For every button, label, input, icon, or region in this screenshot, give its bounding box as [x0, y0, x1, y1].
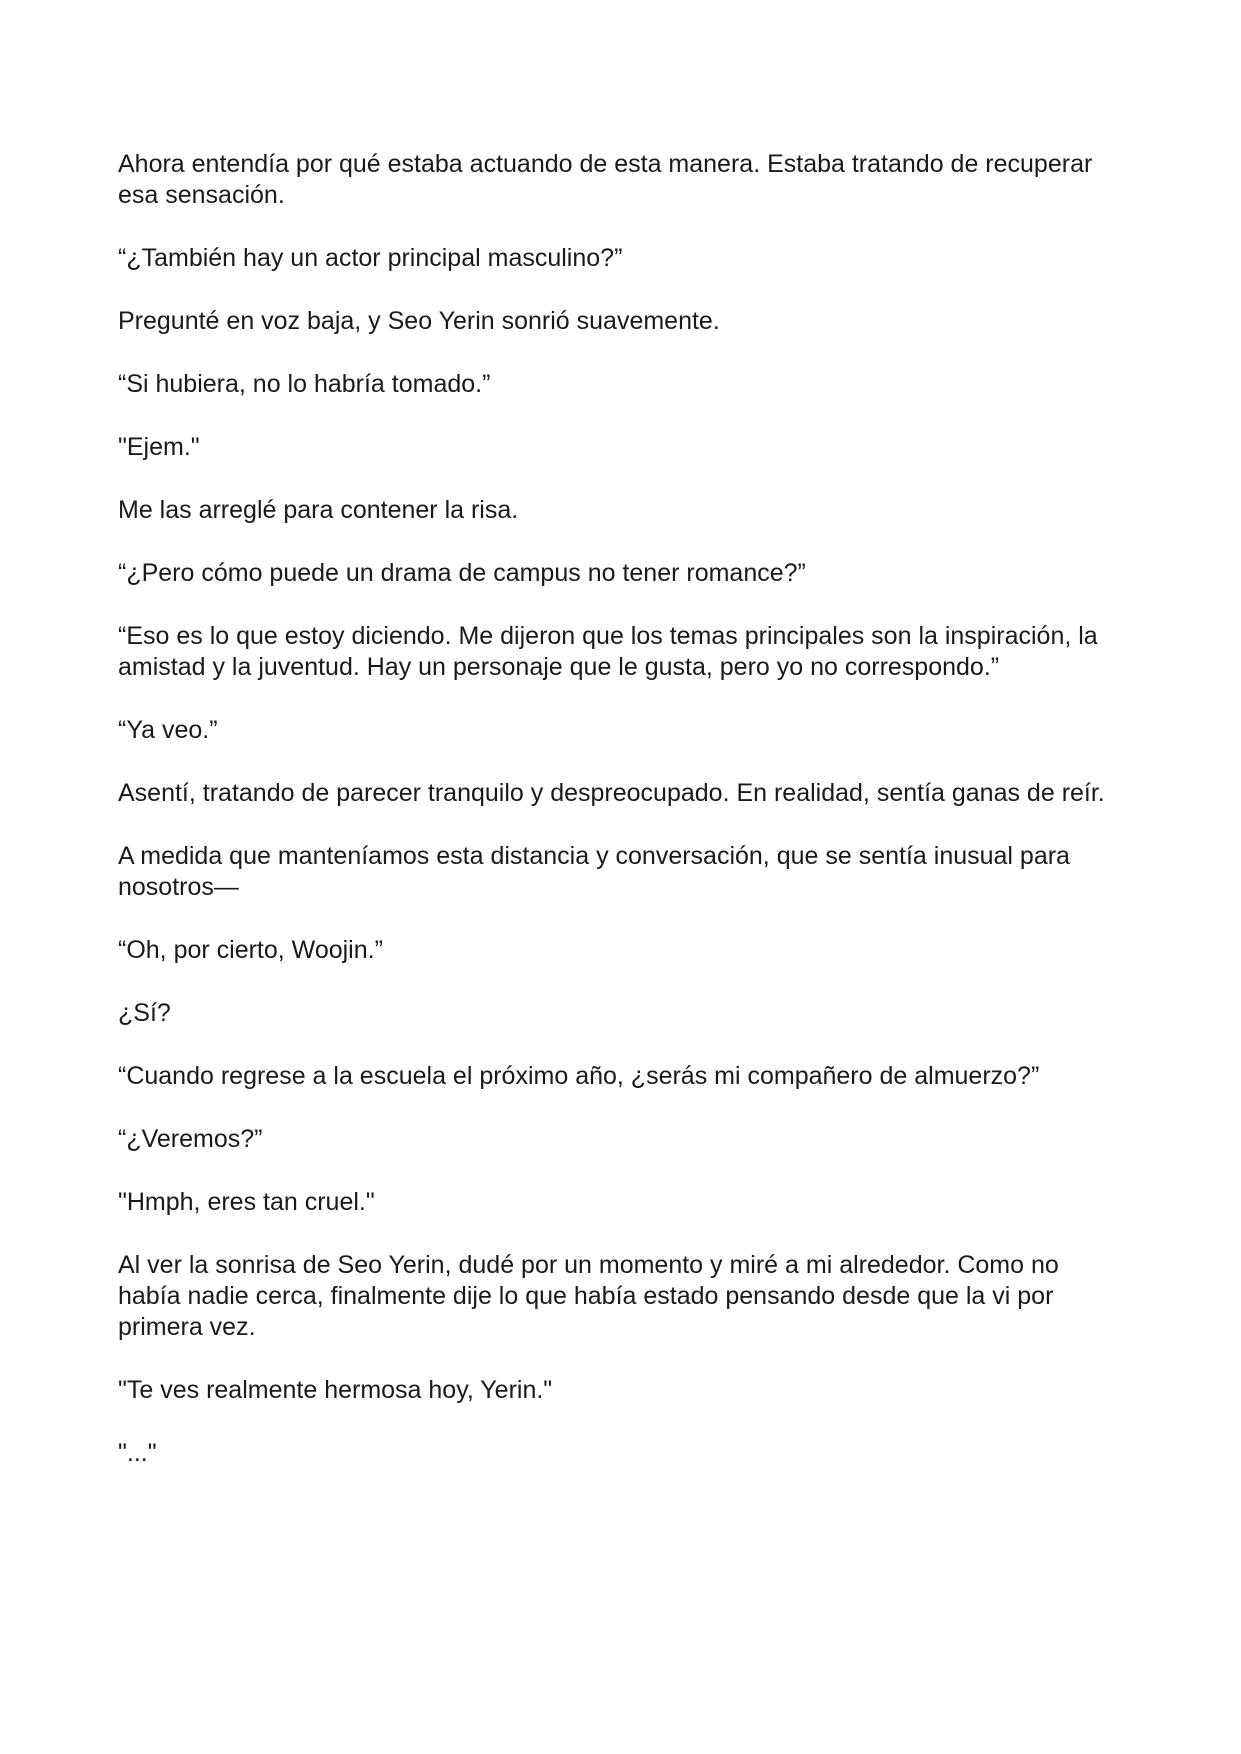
- paragraph: Asentí, tratando de parecer tranquilo y despreocupado. En realidad, sentía ganas de reír.: [118, 779, 1105, 807]
- paragraph: “Eso es lo que estoy diciendo. Me dijeron que los temas principales son la inspiración, la amistad y la juventud. Hay un personaje que le gusta, pero yo no correspondo.”: [118, 622, 1098, 681]
- paragraph: Ahora entendía por qué estaba actuando de esta manera. Estaba tratando de recuperar esa sensación.: [118, 150, 1093, 209]
- paragraph: ¿Sí?: [118, 999, 171, 1027]
- paragraph: Al ver la sonrisa de Seo Yerin, dudé por un momento y miré a mi alrededor. Como no había nadie cerca, finalmente dije lo que había estado pensando desde que la vi por primera vez.: [118, 1251, 1059, 1341]
- paragraph: "Hmph, eres tan cruel.": [118, 1188, 375, 1216]
- paragraph: Pregunté en voz baja, y Seo Yerin sonrió suavemente.: [118, 307, 720, 335]
- document-body: [118, 149, 1128, 1501]
- paragraph: “Ya veo.”: [118, 716, 218, 744]
- paragraph: "...": [118, 1439, 157, 1467]
- paragraph: "Te ves realmente hermosa hoy, Yerin.": [118, 1376, 553, 1404]
- paragraph: A medida que manteníamos esta distancia y conversación, que se sentía inusual para nosotros—: [118, 842, 1070, 901]
- paragraph: Me las arreglé para contener la risa.: [118, 496, 519, 524]
- paragraph: “Si hubiera, no lo habría tomado.”: [118, 370, 491, 398]
- paragraph: "Ejem.": [118, 433, 200, 461]
- paragraph: “Oh, por cierto, Woojin.”: [118, 936, 383, 964]
- paragraph: “¿También hay un actor principal masculino?”: [118, 244, 623, 272]
- paragraph: “¿Veremos?”: [118, 1125, 263, 1153]
- paragraph: “¿Pero cómo puede un drama de campus no tener romance?”: [118, 559, 806, 587]
- paragraph: “Cuando regrese a la escuela el próximo año, ¿serás mi compañero de almuerzo?”: [118, 1062, 1040, 1090]
